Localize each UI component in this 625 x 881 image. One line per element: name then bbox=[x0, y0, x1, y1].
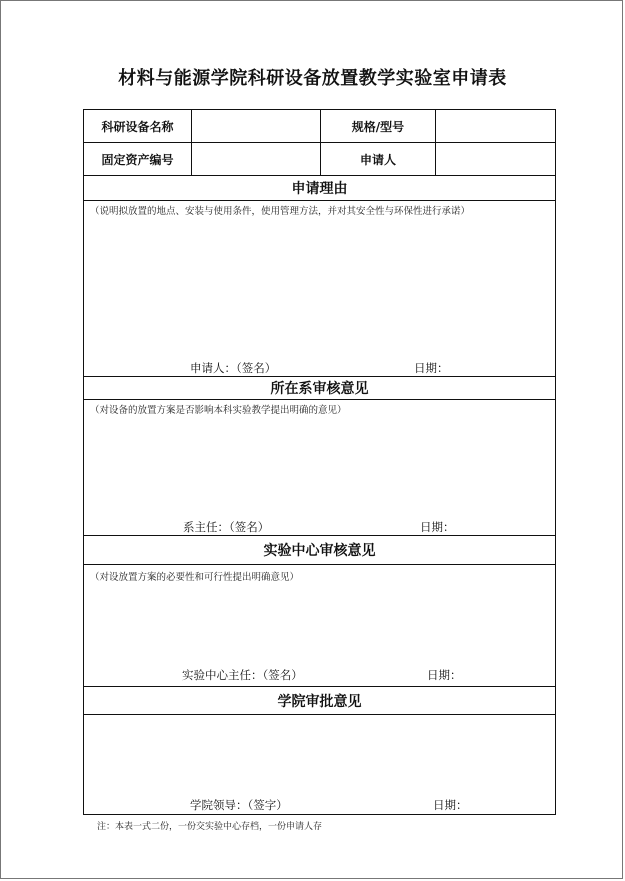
college-heading: 学院审批意见 bbox=[277, 693, 362, 710]
divider bbox=[84, 564, 555, 565]
applicant-label: 申请人 bbox=[359, 152, 396, 167]
department-signature-label: 系主任：（签名） bbox=[183, 520, 270, 534]
department-hint: （对设备的放置方案是否影响本科实验教学提出明确的意见） bbox=[90, 405, 347, 416]
reason-signature-label: 申请人：（签名） bbox=[190, 361, 277, 375]
department-heading: 所在系审核意见 bbox=[270, 381, 369, 397]
college-approval-area[interactable] bbox=[84, 715, 555, 795]
reason-hint: （说明拟放置的地点、安装与使用条件，使用管理方法，并对其安全性与环保性进行承诺） bbox=[90, 206, 471, 217]
divider bbox=[84, 200, 555, 201]
divider bbox=[84, 399, 555, 400]
spec-model-label: 规格/型号 bbox=[351, 119, 405, 134]
lab-center-date-label: 日期： bbox=[427, 668, 462, 682]
equipment-name-label: 科研设备名称 bbox=[101, 119, 174, 134]
spec-model-field[interactable] bbox=[436, 110, 555, 142]
divider bbox=[320, 110, 321, 175]
lab-center-signature-label: 实验中心主任：（签名） bbox=[182, 668, 303, 682]
reason-text-area[interactable] bbox=[84, 218, 555, 354]
asset-number-label: 固定资产编号 bbox=[101, 152, 174, 167]
asset-number-field[interactable] bbox=[192, 143, 320, 175]
divider bbox=[435, 110, 436, 175]
form-title: 材料与能源学院科研设备放置教学实验室申请表 bbox=[118, 68, 507, 89]
lab-center-hint: （对设放置方案的必要性和可行性提出明确意见） bbox=[90, 572, 300, 583]
reason-heading: 申请理由 bbox=[291, 181, 348, 197]
equipment-name-field[interactable] bbox=[192, 110, 320, 142]
lab-center-heading: 实验中心审核意见 bbox=[263, 543, 376, 559]
college-signature-label: 学院领导：（签字） bbox=[190, 798, 288, 812]
department-opinion-area[interactable] bbox=[84, 416, 555, 516]
footnote: 注：本表一式二份，一份交实验中心存档，一份申请人存 bbox=[97, 822, 323, 832]
college-date-label: 日期： bbox=[433, 798, 468, 812]
divider bbox=[191, 110, 192, 175]
reason-date-label: 日期： bbox=[414, 361, 449, 375]
department-date-label: 日期： bbox=[420, 520, 455, 534]
application-form bbox=[83, 109, 556, 815]
applicant-field[interactable] bbox=[436, 143, 555, 175]
lab-center-opinion-area[interactable] bbox=[84, 584, 555, 664]
